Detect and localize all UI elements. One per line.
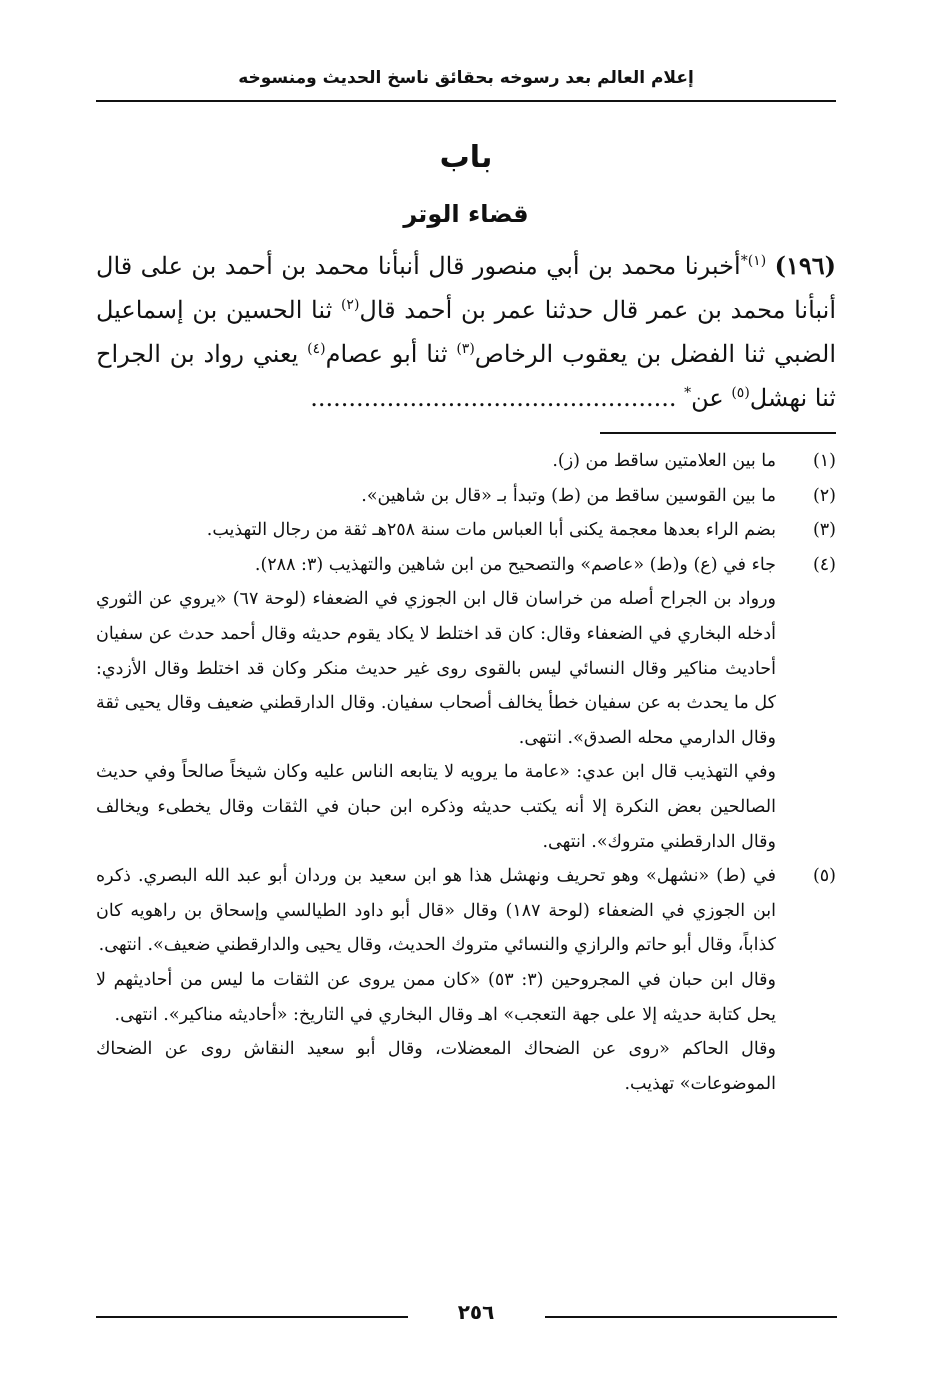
footnote-number: (١) (812, 451, 836, 471)
footnote (96, 548, 836, 859)
footnote (96, 444, 836, 479)
footnotes (96, 444, 836, 1101)
page-number: ٢٥٦ (457, 1300, 495, 1324)
continuation-dots: ................................................ (310, 384, 677, 412)
footnote-number: (٣) (812, 520, 836, 541)
hadith-segment-1: أخبرنا محمد بن أبي منصور قال أنبأنا محمد بن أحمد بن على قال أنبأنا محمد بن عمر قال حدثنا عمر بن أحمد قال (96, 252, 836, 324)
header-rule (96, 100, 836, 102)
footnote-text: وقال ابن حبان في المجروحين (٣: ٥٣) «كان ممن يروى عن الثقات ما ليس من أحاديثهم لا يحل كتابة حديثه إلا على جهة التعجب» اهـ وقال البخاري في التاريخ: «أحاديثه مناكير». انتهى. (96, 969, 776, 1025)
footnote-marker-4: (٤) (307, 341, 326, 357)
footnote-rule (600, 432, 836, 434)
footnote-text: ما بين العلامتين ساقط من (ز). (552, 451, 776, 471)
hadith-text (96, 244, 836, 420)
footnote-marker-3: (٣) (456, 341, 475, 357)
hadith-segment-2: ثنا الحسين بن إسماعيل الضبي ثنا الفضل بن يعقوب الرخاص (96, 296, 836, 368)
footnote-marker-2: (٢) (340, 297, 360, 313)
hadith-segment-5: عن (691, 384, 732, 412)
footnote (96, 513, 836, 548)
footnote-marker-1: (١)* (740, 253, 767, 269)
footnote (96, 859, 836, 1101)
footnote-text: وقال الحاكم «روى عن الضحاك المعضلات، وقال أبو سعيد النقاش روى عن الضحاك الموضوعات» تهذيب. (96, 1039, 776, 1094)
chapter-title: باب (439, 140, 493, 175)
footnote-text: وفي التهذيب قال ابن عدي: «عامة ما يرويه لا يتابعه الناس عليه وكان شيخاً صالحاً وفي حديث الصالحين بعض النكرة إلا أنه يكتب حديثه وذكره ابن حبان في الثقات وقال يخطىء ويخالف وقال الدارقطني متروك». انتهى. (96, 762, 776, 852)
hadith-number: (١٩٦) (774, 251, 836, 280)
hadith-segment-3: ثنا أبو عصام (325, 340, 457, 368)
running-head: إعلام العالم بعد رسوخه بحقائق ناسخ الحديث ومنسوخه (238, 68, 694, 88)
footnote-number: (٤) (812, 554, 836, 575)
footnote-number: (٥) (812, 866, 836, 887)
folio-rule-right (545, 1316, 837, 1318)
end-asterisk: * (684, 385, 692, 401)
footnote-text: ما بين القوسين ساقط من (ط) وتبدأ بـ «قال بن شاهين». (361, 485, 776, 506)
footnote (96, 479, 836, 514)
footnote-text: ورواد بن الجراح أصله من خراسان قال ابن الجوزي في الضعفاء (لوحة ٦٧) «يروي عن الثوري أدخله البخاري في الضعفاء وقال: كان قد اختلط لا يكاد يقوم حديثه وقال أحمد حدث عن سفيان أحاديث مناكير وقال النسائي ليس بالقوى روى غير حديث منكر وكان قد اختلط وقال الأزدي: كل ما يحدث به عن سفيان خطأ يخالف أصحاب سفيان. وقال الدارقطني ضعيف وقال يحيى ثقة وقال الدارمي محله الصدق». انتهى. (96, 589, 776, 748)
footnote-number: (٢) (812, 485, 836, 506)
footnote-text: في (ط) «نشهل» وهو تحريف ونهشل هذا هو ابن سعيد بن وردان أبو عبد الله البصري. ذكره ابن الجوزي في الضعفاء (لوحة ١٨٧) وقال «قال أبو داود الطيالسي وإسحاق بن راهويه كان كذاباً، وقال أبو حاتم والرازي والنسائي متروك الحديث، وقال يحيى والدارقطني ضعيف». انتهى. (96, 866, 777, 956)
footnote-text: بضم الراء بعدها معجمة يكنى أبا العباس مات سنة ٢٥٨هـ ثقة من رجال التهذيب. (206, 520, 776, 541)
footnote-marker-5: (٥) (731, 385, 750, 401)
footnote-text: جاء في (ع) و(ط) «عاصم» والتصحيح من ابن شاهين والتهذيب (٣: ٢٨٨). (254, 554, 776, 575)
section-title: قضاء الوتر (403, 200, 529, 228)
folio-rule-left (96, 1316, 408, 1318)
hadith-segment-4: يعني رواد بن الجراح ثنا نهشل (96, 340, 836, 412)
